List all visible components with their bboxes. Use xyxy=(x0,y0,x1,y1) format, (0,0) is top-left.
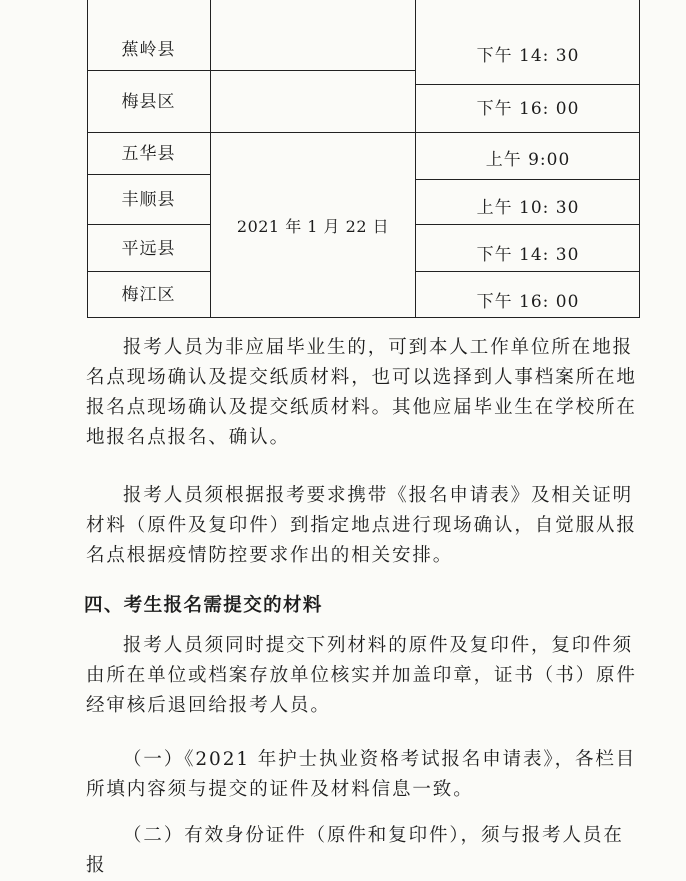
county-meixian: 梅县区 xyxy=(121,92,176,112)
county-wuhua: 五华县 xyxy=(121,144,176,164)
time-fengshun: 上午 10: 30 xyxy=(476,198,580,218)
county-fengshun: 丰顺县 xyxy=(121,190,176,210)
time-wuhua: 上午 9:00 xyxy=(485,150,571,170)
county-pingyuan: 平远县 xyxy=(121,239,176,259)
time-meixian: 下午 16: 00 xyxy=(476,99,580,119)
county-jiaoling: 蕉岭县 xyxy=(121,40,176,60)
exam-schedule-table xyxy=(87,0,640,318)
paragraph-non-graduate: 报考人员为非应届毕业生的，可到本人工作单位所在地报名点现场确认及提交纸质材料，也可以选择到人事档案所在地报名点现场确认及提交纸质材料。其他应届毕业生在学校所在地报名点报名、确认。 xyxy=(86,337,637,448)
county-meijiang: 梅江区 xyxy=(121,285,176,305)
time-meijiang: 下午 16: 00 xyxy=(476,292,580,312)
time-pingyuan: 下午 14: 30 xyxy=(476,245,580,265)
paragraph-item-1: （一）《2021 年护士执业资格考试报名申请表》，各栏目所填内容须与提交的证件及材料信息一致。 xyxy=(86,749,637,800)
exam-date: 2021 年 1 月 22 日 xyxy=(236,217,390,236)
paragraph-item-2: （二）有效身份证件（原件和复印件），须与报考人员在报 xyxy=(86,825,624,876)
paragraph-materials-intro: 报考人员须同时提交下列材料的原件及复印件，复印件须由所在单位或档案存放单位核实并加盖印章，证书（书）原件经审核后退回给报考人员。 xyxy=(86,635,637,716)
paragraph-onsite-confirmation: 报考人员须根据报考要求携带《报名申请表》及相关证明材料（原件及复印件）到指定地点进行现场确认，自觉服从报名点根据疫情防控要求作出的相关安排。 xyxy=(86,485,637,566)
time-jiaoling: 下午 14: 30 xyxy=(476,46,580,66)
section-heading-4: 四、考生报名需提交的材料 xyxy=(84,595,323,616)
